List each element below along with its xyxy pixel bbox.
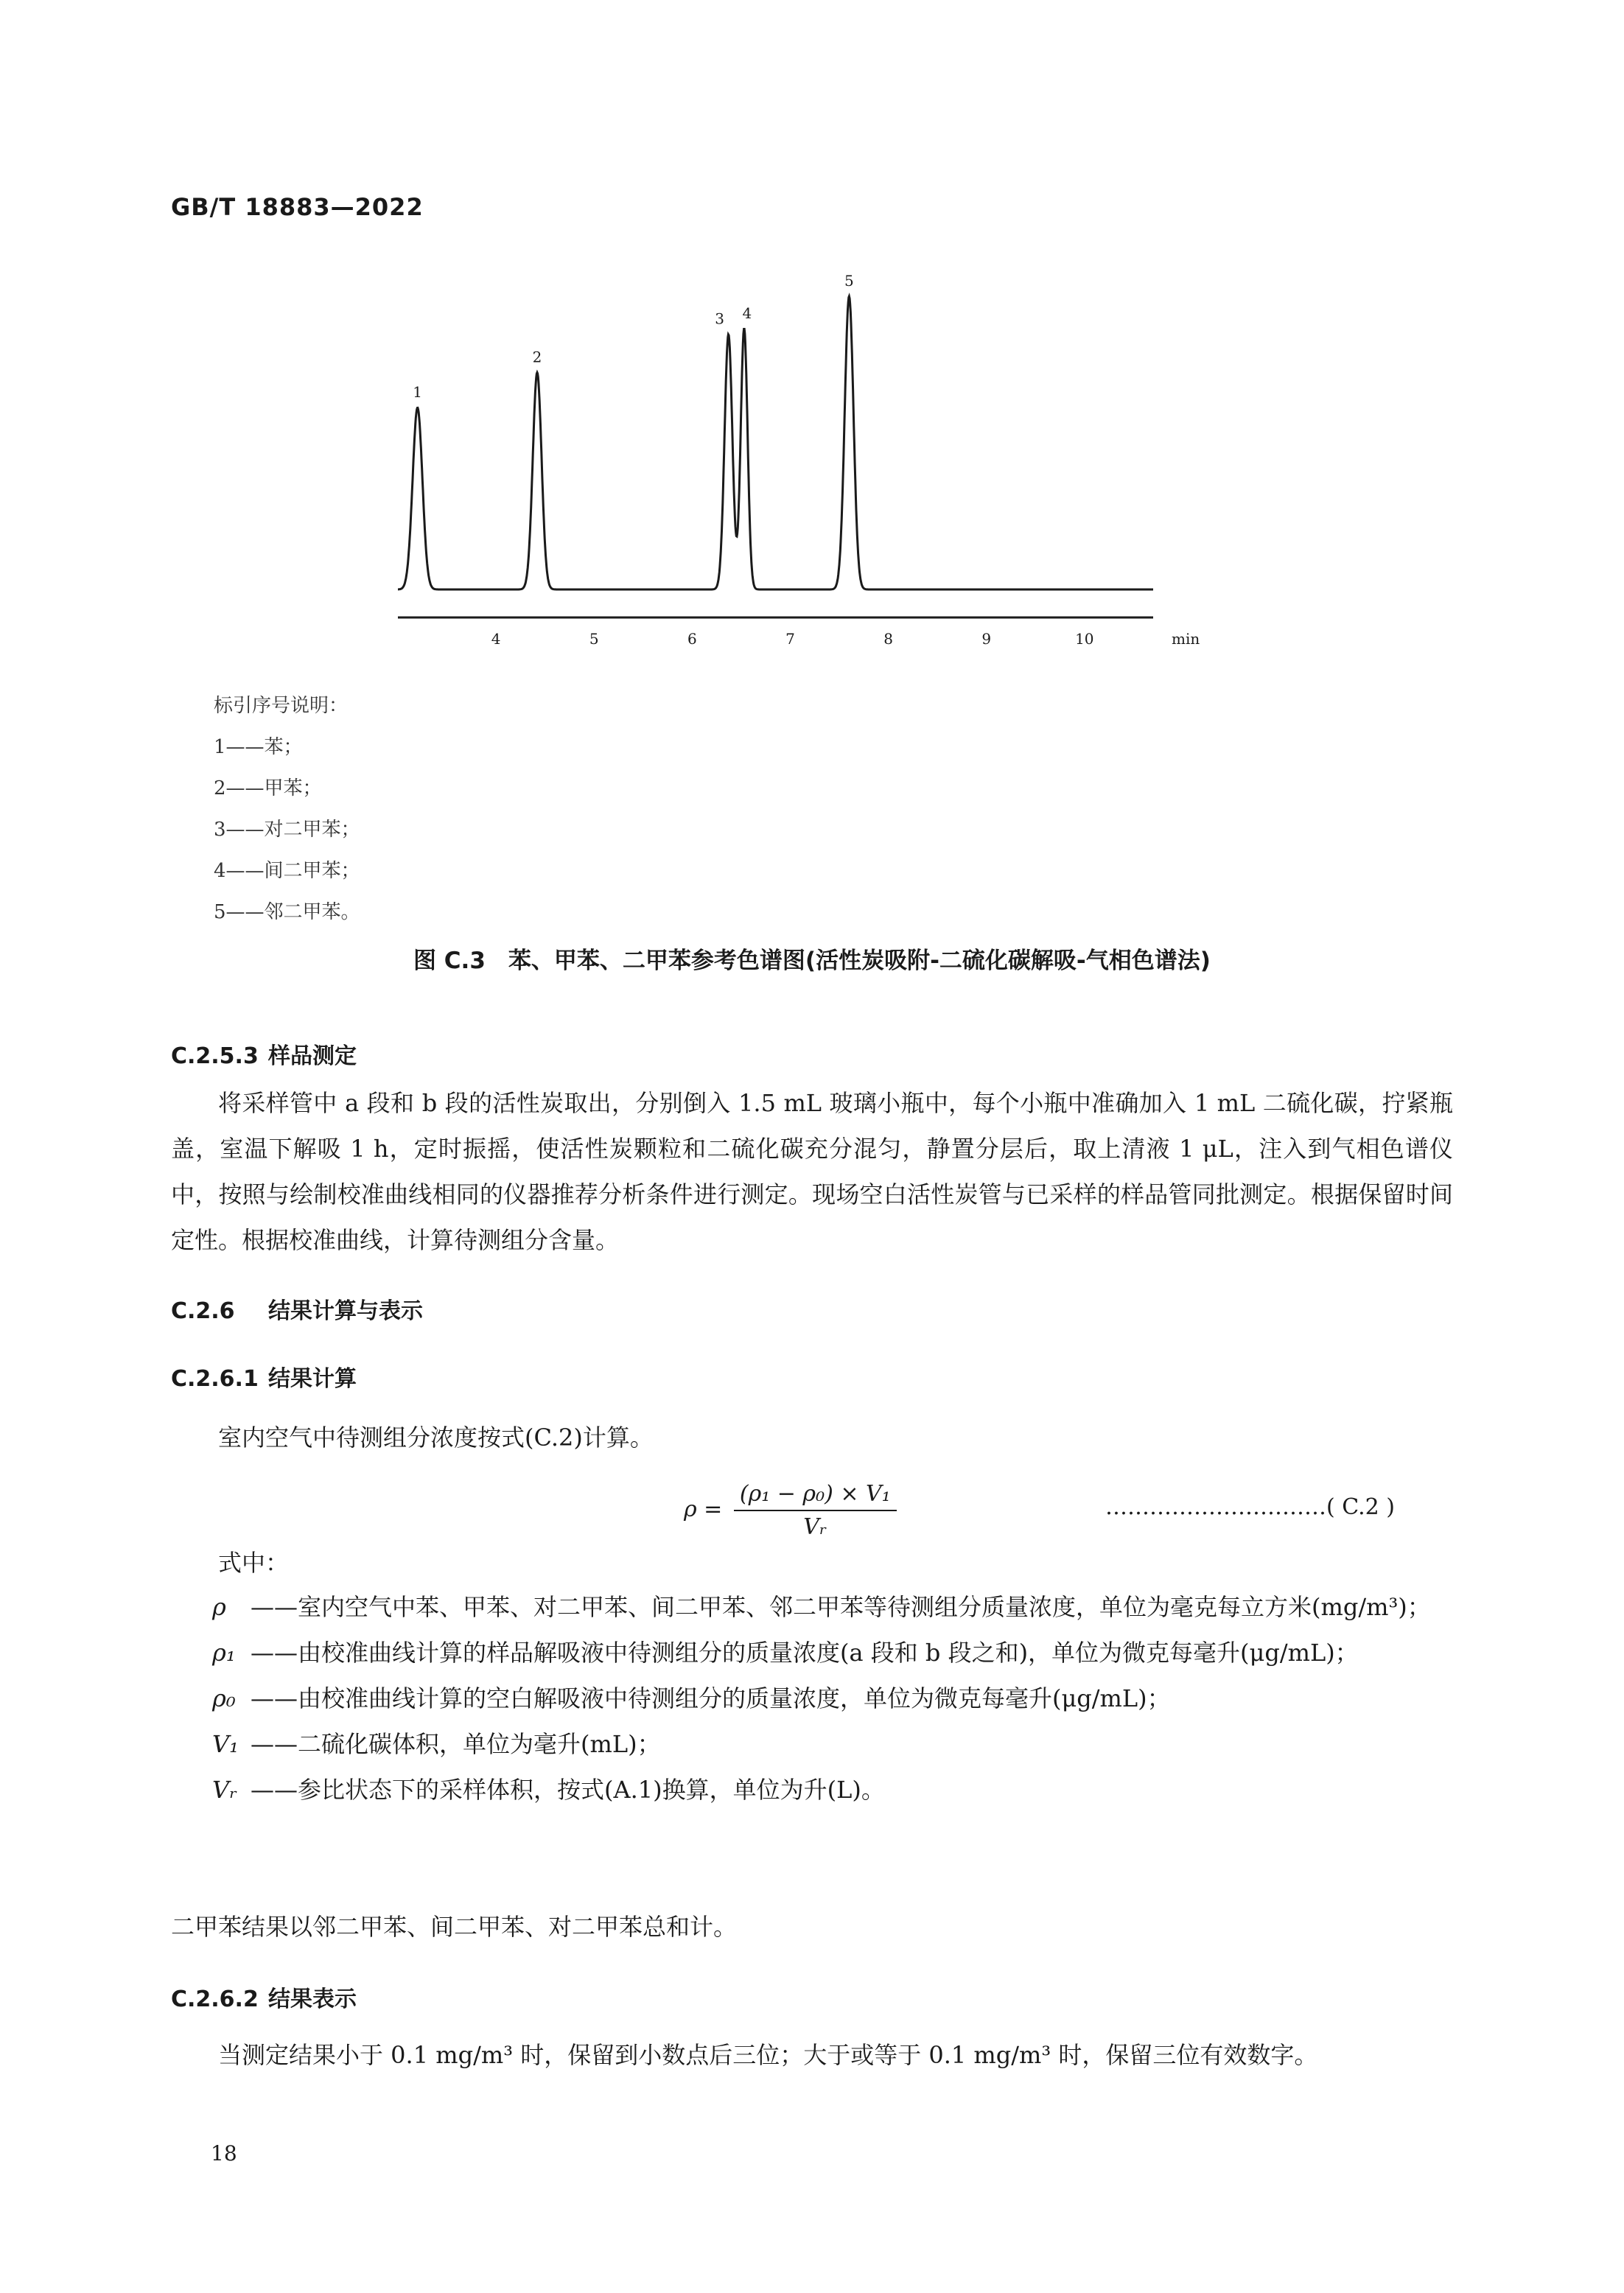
variable-symbol: ρ₁: [212, 1639, 236, 1667]
formula-lhs: ρ =: [684, 1496, 723, 1522]
paragraph-text: 将采样管中 a 段和 b 段的活性炭取出，分别倒入 1.5 mL 玻璃小瓶中，每个小瓶中准确加入 1 mL 二硫化碳，拧紧瓶盖，室温下解吸 1 h，定时振摇，使活性炭颗粒和二硫化碳充分混匀，静置分层后，取上清液 1 μL，注入到气相色谱仪中，按照与绘制校准曲线相同的仪器推荐分析条件进行测定。现场空白活性炭管与已采样的样品管同批测定。根据保留时间定性。根据校准曲线，计算待测组分含量。: [171, 1089, 1453, 1254]
variable-list: [212, 1584, 1457, 1813]
equation-number: …………………………( C.2 ): [1105, 1494, 1395, 1520]
section-number: C.2.6.1: [171, 1366, 259, 1392]
peak-label: 1: [413, 383, 422, 402]
variable-symbol: ρ₀: [212, 1684, 236, 1712]
x-tick-label: 8: [883, 630, 893, 648]
legend-title: 标引序号说明：: [214, 695, 349, 717]
variable-symbol: Vᵣ: [212, 1776, 238, 1804]
xylene-note: [171, 1904, 1453, 1950]
variable-symbol: V₁: [212, 1730, 239, 1758]
figure-caption: 图 C.3 苯、甲苯、二甲苯参考色谱图(活性炭吸附-二硫化碳解吸-气相色谱法): [413, 948, 1211, 974]
variable-description: ——室内空气中苯、甲苯、对二甲苯、间二甲苯、邻二甲苯等待测组分质量浓度，单位为毫克每立方米(mg/m³)；: [251, 1593, 1431, 1621]
sample-test-paragraph: [171, 1080, 1453, 1263]
legend-item: 4——间二甲苯；: [214, 860, 360, 882]
variable-row: [212, 1721, 1457, 1767]
paragraph-text: 室内空气中待测组分浓度按式(C.2)计算。: [218, 1424, 654, 1452]
figure-legend: [214, 685, 360, 933]
variable-row: [212, 1767, 1457, 1813]
variable-row: [212, 1676, 1457, 1721]
x-tick-label: 5: [589, 630, 599, 648]
section-number: C.2.5.3: [171, 1043, 259, 1069]
peak-label: 4: [742, 304, 752, 322]
variable-description: ——由校准曲线计算的样品解吸液中待测组分的质量浓度(a 段和 b 段之和)，单位为微克每毫升(μg/mL)；: [251, 1639, 1359, 1667]
section-number: C.2.6.2: [171, 1986, 259, 2012]
peak-label: 3: [715, 309, 724, 328]
chromatogram-trace: [398, 296, 1153, 589]
variable-description: ——二硫化碳体积，单位为毫升(mL)；: [251, 1730, 661, 1758]
x-tick-label: 7: [785, 630, 795, 648]
section-heading-c2-5-3: [171, 1037, 357, 1070]
variable-description: ——参比状态下的采样体积，按式(A.1)换算，单位为升(L)。: [251, 1776, 885, 1804]
variable-description: ——由校准曲线计算的空白解吸液中待测组分的质量浓度，单位为微克每毫升(μg/mL)；: [251, 1684, 1171, 1712]
section-number: C.2.6: [171, 1298, 235, 1324]
x-tick-label: 4: [491, 630, 501, 648]
variable-row: [212, 1630, 1457, 1676]
legend-item: 2——甲苯；: [214, 777, 322, 799]
paragraph-text: 当测定结果小于 0.1 mg/m³ 时，保留到小数点后三位；大于或等于 0.1 mg/m³ 时，保留三位有效数字。: [218, 2041, 1318, 2069]
formula-c2: [684, 1481, 897, 1540]
section-heading-c2-6-1: [171, 1360, 357, 1393]
section-title: 样品测定: [268, 1043, 357, 1069]
where-label: [171, 1540, 1453, 1586]
chromatogram-chart: [383, 265, 1245, 663]
result-expression-paragraph: [171, 2032, 1453, 2078]
section-title: 结果计算与表示: [268, 1298, 423, 1324]
section-heading-c2-6: [171, 1292, 423, 1325]
peak-label: 5: [844, 272, 854, 290]
section-title: 结果计算: [268, 1366, 357, 1392]
page-number: 18: [211, 2141, 237, 2166]
paragraph-text: 二甲苯结果以邻二甲苯、间二甲苯、对二甲苯总和计。: [171, 1913, 738, 1941]
section-heading-c2-6-2: [171, 1981, 357, 2013]
x-axis-label: min: [1172, 630, 1200, 648]
legend-item: 5——邻二甲苯。: [214, 901, 360, 923]
paragraph-text: 式中：: [218, 1549, 290, 1577]
formula-denominator: Vᵣ: [803, 1514, 827, 1540]
formula-fraction: [734, 1481, 897, 1540]
formula-numerator: (ρ₁ − ρ₀) × V₁: [734, 1481, 897, 1511]
x-tick-label: 10: [1075, 630, 1094, 648]
legend-item: 1——苯；: [214, 736, 303, 758]
calc-intro-paragraph: [171, 1415, 1453, 1460]
x-tick-label: 9: [981, 630, 992, 648]
standard-id-header: GB/T 18883—2022: [171, 193, 424, 221]
variable-symbol: ρ: [212, 1593, 226, 1621]
legend-item: 3——对二甲苯；: [214, 819, 360, 841]
section-title: 结果表示: [268, 1986, 357, 2012]
peak-label: 2: [532, 348, 542, 366]
variable-row: [212, 1584, 1457, 1630]
x-tick-label: 6: [687, 630, 697, 648]
